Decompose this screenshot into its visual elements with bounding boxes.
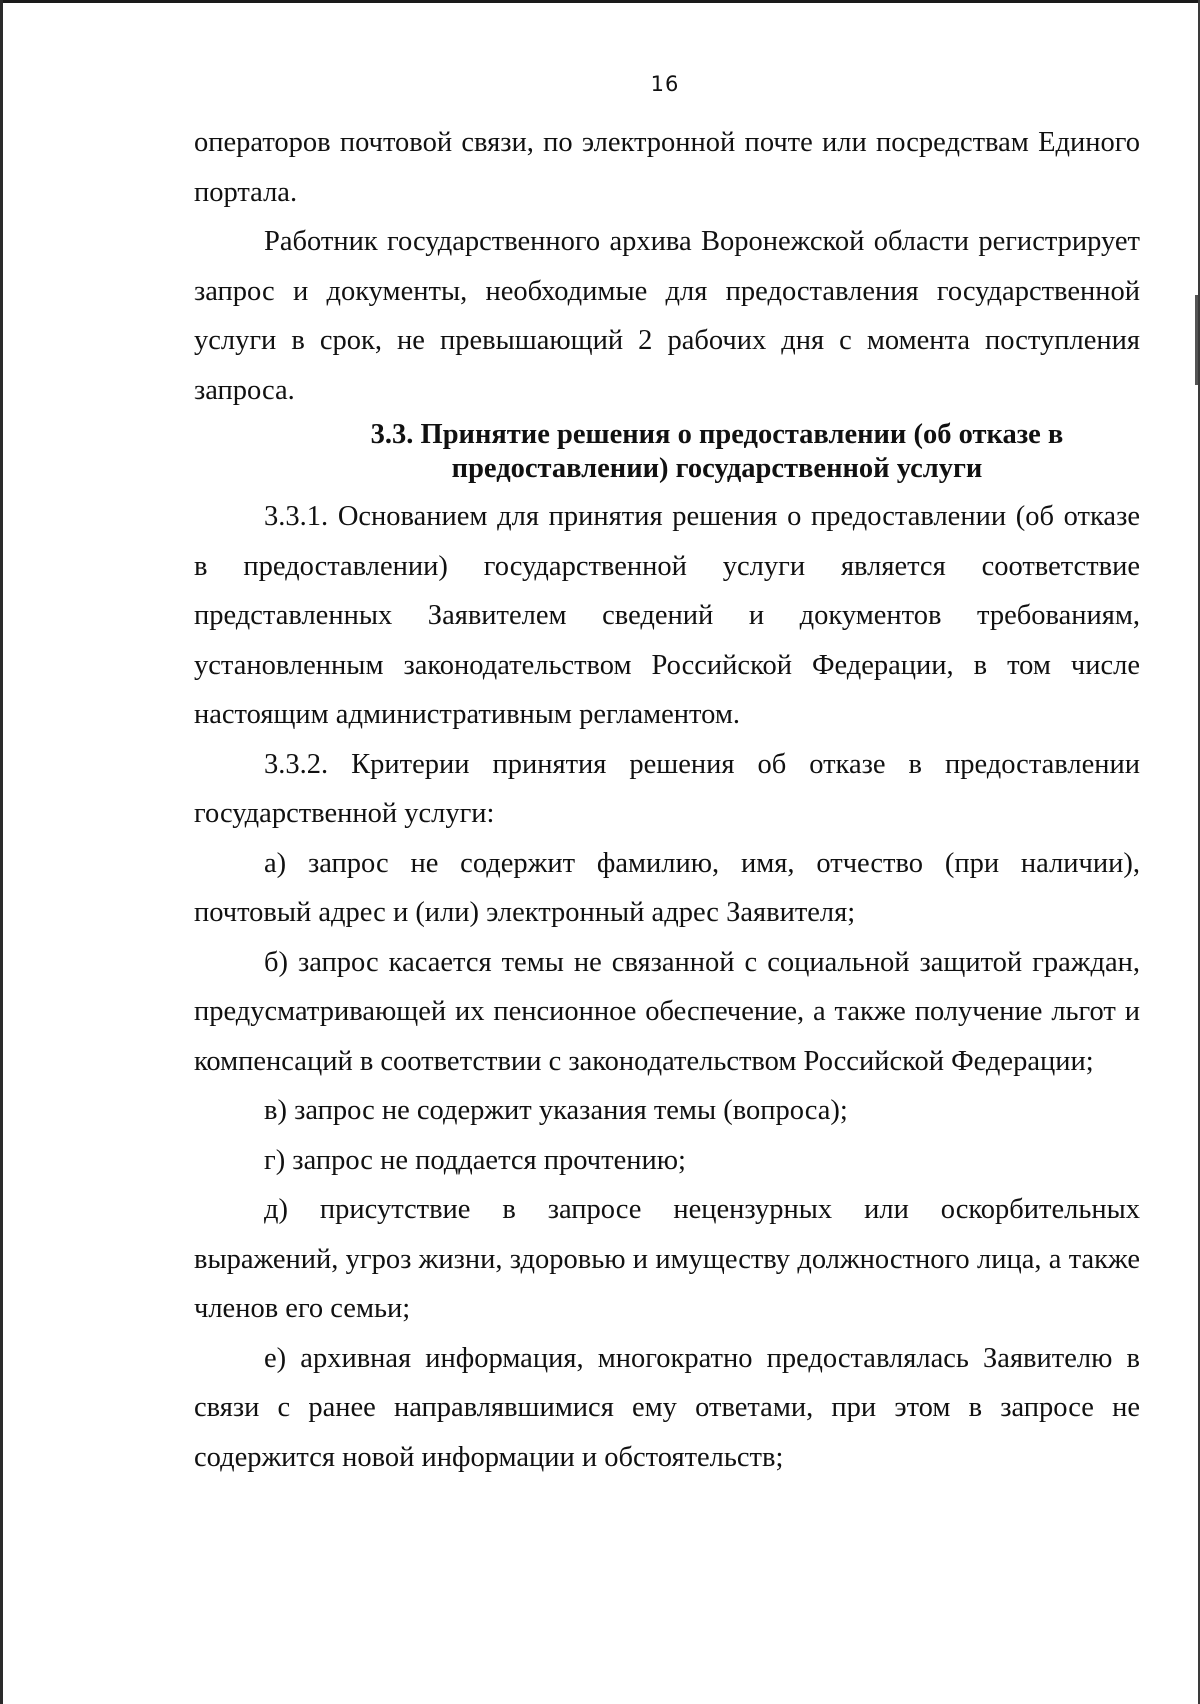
list-item-b: б) запрос касается темы не связанной с социальной защитой граждан, предусматривающей их пенсионное обеспечение, а также получение льгот и компенсаций в соответствии с законодательством Российской Федерации; bbox=[194, 946, 1140, 1077]
list-item-v: в) запрос не содержит указания темы (вопроса); bbox=[264, 1095, 848, 1126]
section-heading-line-2: предоставлении) государственной услуги bbox=[451, 453, 983, 484]
scan-mark bbox=[1195, 295, 1198, 385]
paragraph-continuation: операторов почтовой связи, по электронной почте или посредствам Единого портала. bbox=[194, 127, 1140, 208]
section-heading-line-1: 3.3. Принятие решения о предоставлении (об отказе в bbox=[370, 419, 1064, 450]
document-body bbox=[194, 118, 1140, 1482]
section-heading bbox=[194, 418, 1140, 486]
list-item-e: е) архивная информация, многократно предоставлялась Заявителю в связи с ранее направлявшимися ему ответами, при этом в запросе не содержится новой информации и обстоятельств; bbox=[194, 1342, 1140, 1473]
paragraph-registration: Работник государственного архива Воронежской области регистрирует запрос и документы, необходимые для предоставления государственной услуги в срок, не превышающий 2 рабочих дня с момента поступления запроса. bbox=[194, 226, 1140, 406]
scan-border-left bbox=[0, 0, 3, 1704]
list-item-g: г) запрос не поддается прочтению; bbox=[264, 1144, 686, 1176]
page-number: 16 bbox=[650, 72, 680, 96]
list-item-d: д) присутствие в запросе нецензурных или оскорбительных выражений, угроз жизни, здоровью и имуществу должностного лица, а также членов его семьи; bbox=[194, 1194, 1140, 1324]
list-item-a: а) запрос не содержит фамилию, имя, отчество (при наличии), почтовый адрес и (или) электронный адрес Заявителя; bbox=[194, 847, 1140, 928]
paragraph-3-3-2: 3.3.2. Критерии принятия решения об отказе в предоставлении государственной услуги: bbox=[194, 748, 1140, 829]
scan-border-top bbox=[0, 0, 1200, 3]
paragraph-3-3-1: 3.3.1. Основанием для принятия решения о предоставлении (об отказе в предоставлении) государственной услуги является соответствие представленных Заявителем сведений и документов требованиям, установленным законодательством Российской Федерации, в том числе настоящим административным регламентом. bbox=[194, 501, 1140, 730]
